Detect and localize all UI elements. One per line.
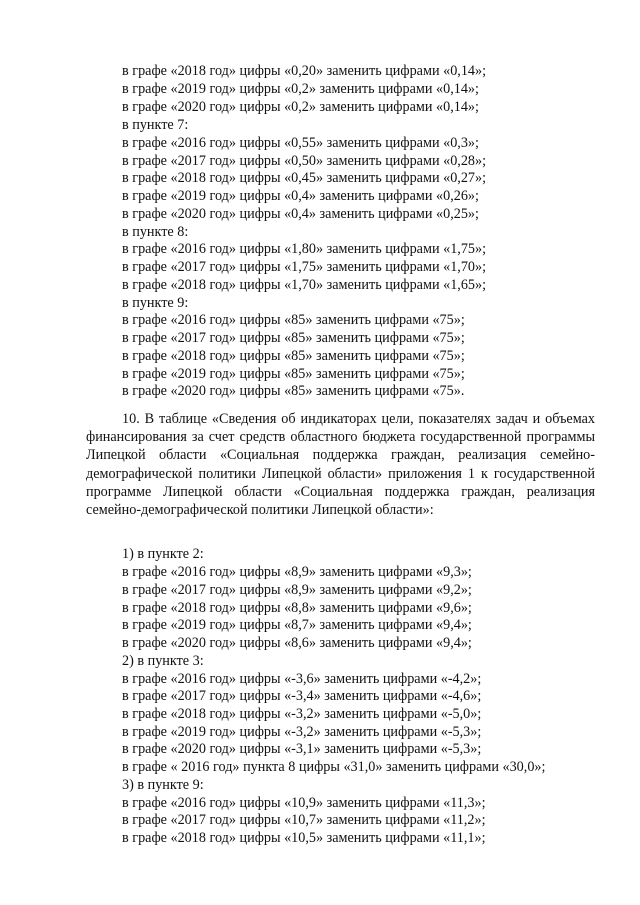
item-heading: в пункте 7: <box>122 117 189 133</box>
amendment-line: в графе «2018 год» цифры «8,8» заменить цифрами «9,6»; <box>122 600 472 616</box>
amendment-line: в графе «2018 год» цифры «85» заменить цифрами «75»; <box>122 348 465 364</box>
amendment-line: в графе «2020 год» цифры «0,2» заменить цифрами «0,14»; <box>122 99 479 115</box>
amendment-line: в графе «2018 год» цифры «0,20» заменить цифрами «0,14»; <box>122 63 487 79</box>
item-heading: в пункте 8: <box>122 224 189 240</box>
subitem-heading: 1) в пункте 2: <box>122 546 204 562</box>
amendment-line: в графе «2018 год» цифры «0,45» заменить цифрами «0,27»; <box>122 170 487 186</box>
amendment-line: в графе «2020 год» цифры «-3,1» заменить цифрами «-5,3»; <box>122 741 482 757</box>
amendment-line: в графе «2019 год» цифры «0,4» заменить цифрами «0,26»; <box>122 188 479 204</box>
amendment-line: в графе «2019 год» цифры «0,2» заменить цифрами «0,14»; <box>122 81 479 97</box>
amendment-line: в графе «2019 год» цифры «85» заменить цифрами «75»; <box>122 366 465 382</box>
paragraph-10-text: 10. В таблице «Сведения об индикаторах цели, показателях задач и объемах финансирования за счет средств областного бюджета государственной программы Липецкой области «Социальная поддержка граждан, реализация семейно-демографической политики Липецкой области» приложения 1 к государственной программе Липецкой области «Социальная поддержка граждан, реализация семейно-демографической политики Липецкой области»: <box>86 411 595 519</box>
amendment-line: в графе «2017 год» цифры «85» заменить цифрами «75»; <box>122 330 465 346</box>
amendment-line: в графе «2016 год» цифры «1,80» заменить цифрами «1,75»; <box>122 241 487 257</box>
amendment-line: в графе «2019 год» цифры «-3,2» заменить цифрами «-5,3»; <box>122 724 482 740</box>
amendment-line: в графе «2016 год» цифры «85» заменить цифрами «75»; <box>122 312 465 328</box>
item-heading: в пункте 9: <box>122 295 189 311</box>
amendment-line: в графе « 2016 год» пункта 8 цифры «31,0» заменить цифрами «30,0»; <box>122 759 546 775</box>
subitem-heading: 3) в пункте 9: <box>122 777 204 793</box>
amendment-line: в графе «2017 год» цифры «10,7» заменить цифрами «11,2»; <box>122 812 486 828</box>
amendment-line: в графе «2018 год» цифры «-3,2» заменить цифрами «-5,0»; <box>122 706 482 722</box>
amendment-line: в графе «2020 год» цифры «8,6» заменить цифрами «9,4»; <box>122 635 472 651</box>
amendment-line: в графе «2017 год» цифры «1,75» заменить цифрами «1,70»; <box>122 259 487 275</box>
amendment-line: в графе «2017 год» цифры «0,50» заменить цифрами «0,28»; <box>122 153 487 169</box>
amendment-line: в графе «2020 год» цифры «0,4» заменить цифрами «0,25»; <box>122 206 479 222</box>
amendment-line: в графе «2017 год» цифры «8,9» заменить цифрами «9,2»; <box>122 582 472 598</box>
amendment-line: в графе «2020 год» цифры «85» заменить цифрами «75». <box>122 383 465 399</box>
amendment-line: в графе «2016 год» цифры «8,9» заменить цифрами «9,3»; <box>122 564 472 580</box>
amendment-line: в графе «2016 год» цифры «0,55» заменить цифрами «0,3»; <box>122 135 479 151</box>
amendment-line: в графе «2016 год» цифры «10,9» заменить цифрами «11,3»; <box>122 795 486 811</box>
amendment-line: в графе «2018 год» цифры «1,70» заменить цифрами «1,65»; <box>122 277 487 293</box>
amendment-line: в графе «2017 год» цифры «-3,4» заменить цифрами «-4,6»; <box>122 688 482 704</box>
paragraph-10 <box>86 410 595 519</box>
amendment-line: в графе «2016 год» цифры «-3,6» заменить цифрами «-4,2»; <box>122 671 482 687</box>
amendment-line: в графе «2019 год» цифры «8,7» заменить цифрами «9,4»; <box>122 617 472 633</box>
amendment-line: в графе «2018 год» цифры «10,5» заменить цифрами «11,1»; <box>122 830 486 846</box>
subitem-heading: 2) в пункте 3: <box>122 653 204 669</box>
